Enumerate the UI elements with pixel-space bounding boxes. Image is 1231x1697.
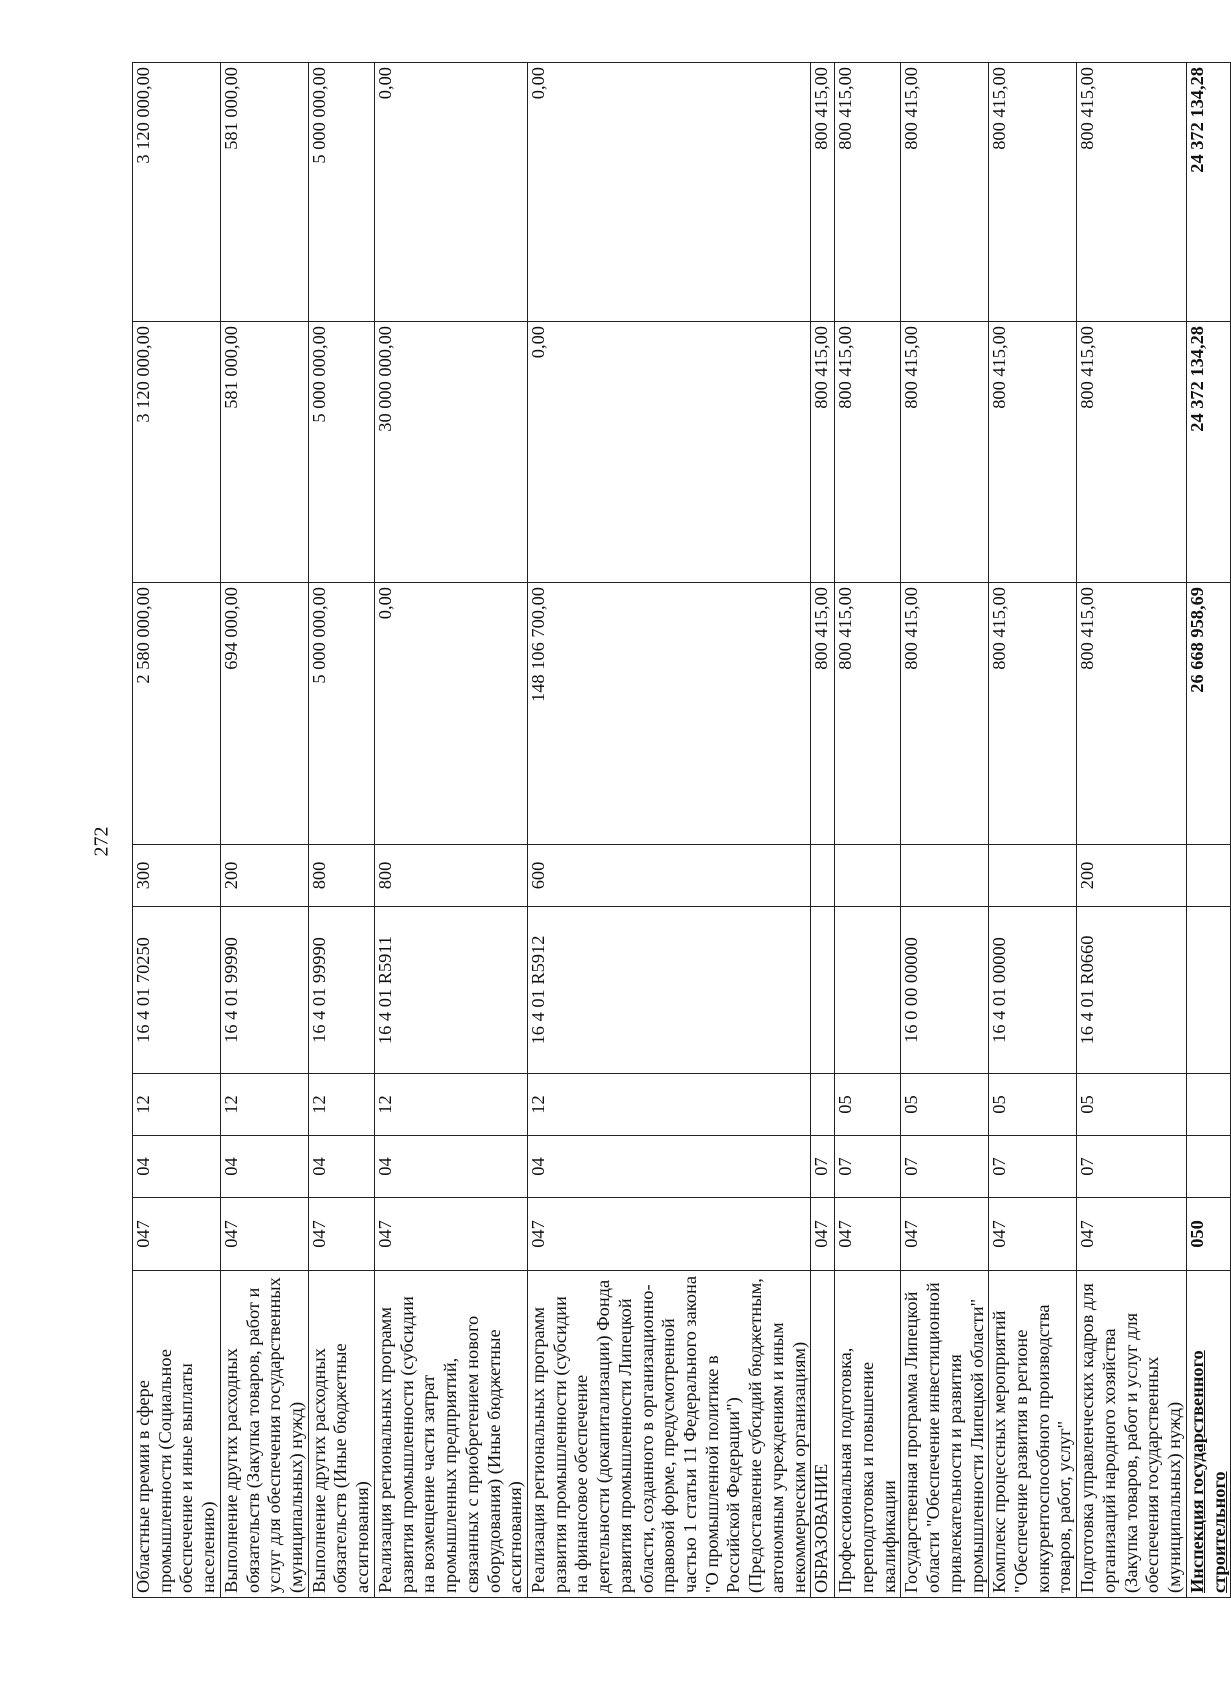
section-code: 07 [835, 1136, 901, 1198]
target-article-code: 16 4 01 R0660 [1077, 907, 1187, 1074]
expense-type-code [835, 845, 901, 907]
expense-type-code: 300 [133, 845, 221, 907]
amount-year-1: 0,00 [374, 583, 527, 845]
target-article-code [1186, 907, 1230, 1074]
row-name: Выполнение других расходных обязательств (Иные бюджетные ассигнования) [308, 1271, 374, 1598]
amount-year-1: 148 106 700,00 [527, 583, 810, 845]
row-name: Инспекция государственного строительного [1186, 1271, 1230, 1598]
subsection-code: 12 [308, 1074, 374, 1136]
amount-year-2: 800 415,00 [989, 322, 1077, 583]
expense-type-code: 200 [220, 845, 308, 907]
target-article-code: 16 0 00 00000 [901, 907, 989, 1074]
table-row [989, 63, 1077, 1598]
subsection-code: 05 [989, 1074, 1077, 1136]
table-row [1186, 63, 1230, 1598]
section-code: 07 [811, 1136, 835, 1198]
amount-year-1: 26 668 958,69 [1186, 583, 1230, 845]
amount-year-3: 24 372 134,28 [1186, 63, 1230, 322]
subsection-code: 05 [1077, 1074, 1187, 1136]
expense-type-code [811, 845, 835, 907]
section-code: 04 [133, 1136, 221, 1198]
section-code [1186, 1136, 1230, 1198]
subsection-code: 12 [220, 1074, 308, 1136]
amount-year-3: 800 415,00 [835, 63, 901, 322]
expense-type-code: 800 [308, 845, 374, 907]
amount-year-2: 800 415,00 [1077, 322, 1187, 583]
row-name: Реализация региональных программ развития промышленности (субсидии на возмещение части затрат промышленных предприятий, связанных с приобретением нового оборудования) (Иные бюджетные ассигнования) [374, 1271, 527, 1598]
amount-year-3: 800 415,00 [989, 63, 1077, 322]
section-code: 04 [527, 1136, 810, 1198]
target-article-code: 16 4 01 99990 [220, 907, 308, 1074]
row-name: Профессиональная подготовка, переподготовка и повышение квалификации [835, 1271, 901, 1598]
row-name: Областные премии в сфере промышленности (Социальное обеспечение и иные выплаты населению) [133, 1271, 221, 1598]
amount-year-1: 5 000 000,00 [308, 583, 374, 845]
section-code: 07 [901, 1136, 989, 1198]
table-row [527, 63, 810, 1598]
amount-year-1: 800 415,00 [835, 583, 901, 845]
amount-year-2: 30 000 000,00 [374, 322, 527, 583]
amount-year-1: 800 415,00 [989, 583, 1077, 845]
target-article-code [811, 907, 835, 1074]
amount-year-2: 800 415,00 [811, 322, 835, 583]
ved-code: 047 [901, 1198, 989, 1271]
row-name: ОБРАЗОВАНИЕ [811, 1271, 835, 1598]
ved-code: 047 [1077, 1198, 1187, 1271]
subsection-code: 12 [374, 1074, 527, 1136]
table-row [811, 63, 835, 1598]
section-code: 04 [220, 1136, 308, 1198]
target-article-code: 16 4 01 00000 [989, 907, 1077, 1074]
section-code: 07 [1077, 1136, 1187, 1198]
subsection-code: 05 [901, 1074, 989, 1136]
table-row [374, 63, 527, 1598]
table-row [308, 63, 374, 1598]
amount-year-2: 800 415,00 [901, 322, 989, 583]
amount-year-3: 0,00 [374, 63, 527, 322]
ved-code: 047 [527, 1198, 810, 1271]
table-body [133, 63, 1231, 1598]
amount-year-1: 694 000,00 [220, 583, 308, 845]
amount-year-3: 800 415,00 [811, 63, 835, 322]
subsection-code: 05 [835, 1074, 901, 1136]
subsection-code: 12 [527, 1074, 810, 1136]
row-name: Комплекс процессных мероприятий "Обеспечение развития в регионе конкурентоспособного производства товаров, работ, услуг" [989, 1271, 1077, 1598]
expense-type-code [989, 845, 1077, 907]
amount-year-2: 5 000 000,00 [308, 322, 374, 583]
budget-table [132, 62, 1231, 1598]
target-article-code [835, 907, 901, 1074]
expense-type-code: 200 [1077, 845, 1187, 907]
target-article-code: 16 4 01 R5912 [527, 907, 810, 1074]
section-code: 04 [374, 1136, 527, 1198]
amount-year-2: 24 372 134,28 [1186, 322, 1230, 583]
expense-type-code: 600 [527, 845, 810, 907]
ved-code: 047 [308, 1198, 374, 1271]
ved-code: 047 [835, 1198, 901, 1271]
ved-code: 047 [220, 1198, 308, 1271]
target-article-code: 16 4 01 99990 [308, 907, 374, 1074]
expense-type-code: 800 [374, 845, 527, 907]
page-number: 272 [90, 826, 113, 857]
row-name: Выполнение других расходных обязательств (Закупка товаров, работ и услуг для обеспечения государственных (муниципальных) нужд) [220, 1271, 308, 1598]
table-row [133, 63, 221, 1598]
amount-year-1: 800 415,00 [901, 583, 989, 845]
subsection-code [1186, 1074, 1230, 1136]
expense-type-code [1186, 845, 1230, 907]
rotated-table-container [132, 63, 1229, 1598]
amount-year-1: 2 580 000,00 [133, 583, 221, 845]
row-name: Реализация региональных программ развития промышленности (субсидии на финансовое обеспечение деятельности (докапитализации) Фонда развития промышленности Липецкой области, созданного в организационно-правовой форме, предусмотренной частью 1 статьи 11 Федерального закона "О промышленной политике в Российской Федерации") (Предоставление субсидий бюджетным, автономным учреждениям и иным некоммерческим организациям) [527, 1271, 810, 1598]
amount-year-3: 3 120 000,00 [133, 63, 221, 322]
table-row [835, 63, 901, 1598]
table-row [220, 63, 308, 1598]
amount-year-1: 800 415,00 [811, 583, 835, 845]
subsection-code: 12 [133, 1074, 221, 1136]
expense-type-code [901, 845, 989, 907]
row-name: Подготовка управленческих кадров для организаций народного хозяйства (Закупка товаров, работ и услуг для обеспечения государственных (муниципальных) нужд) [1077, 1271, 1187, 1598]
target-article-code: 16 4 01 R5911 [374, 907, 527, 1074]
amount-year-2: 0,00 [527, 322, 810, 583]
amount-year-2: 800 415,00 [835, 322, 901, 583]
amount-year-1: 800 415,00 [1077, 583, 1187, 845]
ved-code: 050 [1186, 1198, 1230, 1271]
table-row [901, 63, 989, 1598]
ved-code: 047 [989, 1198, 1077, 1271]
amount-year-2: 581 000,00 [220, 322, 308, 583]
ved-code: 047 [133, 1198, 221, 1271]
amount-year-3: 800 415,00 [1077, 63, 1187, 322]
ved-code: 047 [374, 1198, 527, 1271]
amount-year-3: 0,00 [527, 63, 810, 322]
subsection-code [811, 1074, 835, 1136]
table-row [1077, 63, 1187, 1598]
amount-year-3: 5 000 000,00 [308, 63, 374, 322]
amount-year-2: 3 120 000,00 [133, 322, 221, 583]
target-article-code: 16 4 01 70250 [133, 907, 221, 1074]
amount-year-3: 800 415,00 [901, 63, 989, 322]
ved-code: 047 [811, 1198, 835, 1271]
amount-year-3: 581 000,00 [220, 63, 308, 322]
section-code: 07 [989, 1136, 1077, 1198]
row-name: Государственная программа Липецкой области "Обеспечение инвестиционной привлекательности и развития промышленности Липецкой области" [901, 1271, 989, 1598]
section-code: 04 [308, 1136, 374, 1198]
